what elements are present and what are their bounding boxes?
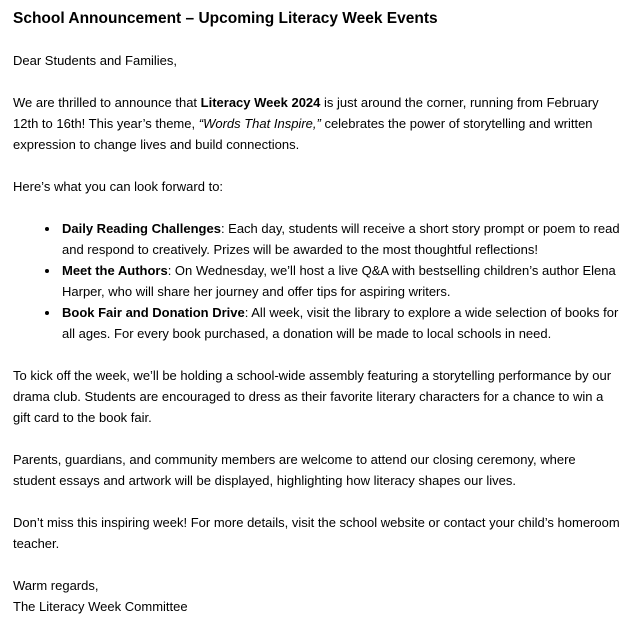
list-item — [60, 302, 620, 344]
intro-theme-italic: “Words That Inspire,” — [198, 116, 321, 131]
bullet-label-meet-authors: Meet the Authors — [62, 263, 168, 278]
bullet-label-daily-reading: Daily Reading Challenges — [62, 221, 221, 236]
list-item — [60, 218, 620, 260]
events-list — [13, 218, 620, 344]
paragraph-closing-ceremony: Parents, guardians, and community members are welcome to attend our closing ceremony, where student essays and artwork will be displayed, highlighting how literacy shapes our lives. — [13, 452, 576, 488]
signature-line: The Literacy Week Committee — [13, 599, 188, 614]
salutation: Dear Students and Families, — [13, 53, 178, 68]
list-item — [60, 260, 620, 302]
paragraph-assembly: To kick off the week, we’ll be holding a school-wide assembly featuring a storytelling performance by our drama club. Students are encouraged to dress as their favorite literary characters for a chance to win a gift card to the book fair. — [13, 368, 612, 425]
bullet-text: : Each day, students will receive a short story prompt or poem to read and respond to creatively. Prizes will be awarded to the most thoughtful reflections! — [62, 221, 620, 257]
bullet-text: : On Wednesday, we’ll host a live Q&A with bestselling children’s author Elena Harper, who will share her journey and offer tips for aspiring writers. — [62, 263, 616, 299]
bullet-text: : All week, visit the library to explore a wide selection of books for all ages. For every book purchased, a donation will be made to local schools in need. — [62, 305, 619, 341]
closing-line: Warm regards, — [13, 578, 99, 593]
bullet-label-book-fair: Book Fair and Donation Drive — [62, 305, 245, 320]
announcement-document — [13, 8, 620, 617]
page-title: School Announcement – Upcoming Literacy Week Events — [13, 10, 438, 27]
list-lead-in: Here’s what you can look forward to: — [13, 179, 224, 194]
intro-paragraph — [13, 92, 620, 155]
intro-text-post: celebrates the power of storytelling and written expression to change lives and build connections. — [13, 116, 593, 152]
intro-text-pre: We are thrilled to announce that — [13, 95, 201, 110]
intro-bold-literacy-week: Literacy Week 2024 — [200, 95, 321, 110]
intro-text-mid: is just around the corner, running from February 12th to 16th! This year’s theme, — [13, 95, 599, 131]
paragraph-more-details: Don’t miss this inspiring week! For more details, visit the school website or contact your child’s homeroom teacher. — [13, 515, 620, 551]
signature-block — [13, 575, 620, 617]
